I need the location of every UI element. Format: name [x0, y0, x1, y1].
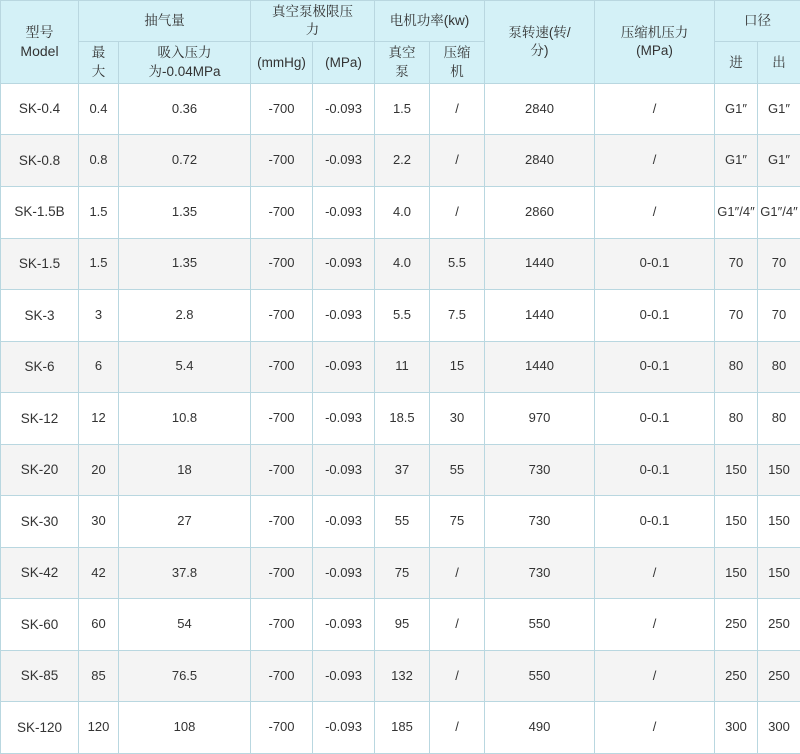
cell-mpa: -0.093 [313, 496, 375, 548]
cell-compressor-pressure: / [595, 702, 715, 754]
cell-mpa: -0.093 [313, 599, 375, 651]
cell-outlet: G1″ [758, 83, 800, 135]
cell-outlet: 150 [758, 444, 800, 496]
cell-mmhg: -700 [251, 444, 313, 496]
cell-max: 3 [79, 290, 119, 342]
cell-max: 1.5 [79, 238, 119, 290]
header-caliber: 口径 [715, 1, 800, 42]
table-header [1, 1, 800, 84]
cell-mmhg: -700 [251, 135, 313, 187]
header-compressor-pressure-line2: (MPa) [636, 42, 673, 58]
cell-mmhg: -700 [251, 341, 313, 393]
table-row [1, 650, 800, 702]
cell-outlet: 250 [758, 650, 800, 702]
cell-compressor-pressure: / [595, 83, 715, 135]
cell-suction: 10.8 [119, 393, 251, 445]
cell-pump-speed: 730 [485, 547, 595, 599]
cell-compressor-power: / [430, 702, 485, 754]
cell-vacuum-power: 11 [375, 341, 430, 393]
cell-outlet: 150 [758, 496, 800, 548]
cell-outlet: G1″/4″ [758, 186, 800, 238]
cell-model: SK-42 [1, 547, 79, 599]
cell-pump-speed: 1440 [485, 238, 595, 290]
cell-mpa: -0.093 [313, 341, 375, 393]
cell-mmhg: -700 [251, 496, 313, 548]
header-compressor-line2: 机 [450, 63, 464, 79]
cell-model: SK-1.5B [1, 186, 79, 238]
cell-inlet: G1″/4″ [715, 186, 758, 238]
cell-suction: 37.8 [119, 547, 251, 599]
cell-model: SK-3 [1, 290, 79, 342]
header-vacuum-pump-line1: 真空 [388, 45, 416, 61]
header-motor-power: 电机功率(kw) [375, 1, 485, 42]
cell-mpa: -0.093 [313, 290, 375, 342]
cell-compressor-power: 5.5 [430, 238, 485, 290]
cell-inlet: G1″ [715, 83, 758, 135]
header-compressor-pressure [595, 1, 715, 84]
cell-max: 0.8 [79, 135, 119, 187]
cell-mmhg: -700 [251, 290, 313, 342]
cell-suction: 1.35 [119, 186, 251, 238]
cell-outlet: 70 [758, 238, 800, 290]
cell-inlet: 250 [715, 599, 758, 651]
cell-vacuum-power: 2.2 [375, 135, 430, 187]
header-vacuum-pump-line2: 泵 [395, 63, 409, 79]
header-pumping-capacity: 抽气量 [79, 1, 251, 42]
cell-compressor-power: / [430, 83, 485, 135]
cell-outlet: 80 [758, 341, 800, 393]
cell-model: SK-30 [1, 496, 79, 548]
cell-mpa: -0.093 [313, 547, 375, 599]
cell-compressor-power: 55 [430, 444, 485, 496]
cell-compressor-power: / [430, 650, 485, 702]
cell-compressor-pressure: 0-0.1 [595, 290, 715, 342]
cell-model: SK-6 [1, 341, 79, 393]
cell-vacuum-power: 37 [375, 444, 430, 496]
cell-pump-speed: 550 [485, 650, 595, 702]
header-max [79, 42, 119, 83]
table-row [1, 341, 800, 393]
cell-mmhg: -700 [251, 186, 313, 238]
cell-inlet: 300 [715, 702, 758, 754]
cell-pump-speed: 2860 [485, 186, 595, 238]
cell-compressor-pressure: / [595, 135, 715, 187]
cell-compressor-pressure: / [595, 599, 715, 651]
cell-model: SK-85 [1, 650, 79, 702]
cell-max: 6 [79, 341, 119, 393]
cell-vacuum-power: 132 [375, 650, 430, 702]
cell-vacuum-power: 4.0 [375, 186, 430, 238]
header-model-line1: 型号 [25, 24, 54, 41]
cell-max: 42 [79, 547, 119, 599]
cell-compressor-power: / [430, 547, 485, 599]
cell-mmhg: -700 [251, 650, 313, 702]
header-vacuum-pump [375, 42, 430, 83]
cell-suction: 76.5 [119, 650, 251, 702]
cell-outlet: 300 [758, 702, 800, 754]
cell-max: 85 [79, 650, 119, 702]
table-row [1, 496, 800, 548]
header-pump-speed [485, 1, 595, 84]
cell-mpa: -0.093 [313, 702, 375, 754]
cell-vacuum-power: 5.5 [375, 290, 430, 342]
cell-mmhg: -700 [251, 393, 313, 445]
header-max-line1: 最 [91, 45, 106, 61]
cell-max: 12 [79, 393, 119, 445]
table-row [1, 547, 800, 599]
header-mpa: (MPa) [313, 42, 375, 83]
header-model-line2: Model [20, 42, 59, 59]
cell-suction: 0.72 [119, 135, 251, 187]
header-compressor [430, 42, 485, 83]
header-pump-speed-line1: 泵转速(转/ [508, 24, 571, 40]
header-outlet: 出 [758, 42, 800, 83]
cell-compressor-pressure: / [595, 547, 715, 599]
header-compressor-line1: 压缩 [443, 45, 471, 61]
cell-compressor-pressure: 0-0.1 [595, 341, 715, 393]
cell-compressor-power: / [430, 135, 485, 187]
cell-suction: 27 [119, 496, 251, 548]
table-row [1, 290, 800, 342]
header-mmhg: (mmHg) [251, 42, 313, 83]
cell-vacuum-power: 1.5 [375, 83, 430, 135]
cell-model: SK-1.5 [1, 238, 79, 290]
cell-max: 1.5 [79, 186, 119, 238]
cell-inlet: 250 [715, 650, 758, 702]
cell-max: 20 [79, 444, 119, 496]
cell-model: SK-60 [1, 599, 79, 651]
cell-compressor-pressure: 0-0.1 [595, 496, 715, 548]
header-max-line2: 大 [91, 63, 106, 79]
cell-max: 60 [79, 599, 119, 651]
cell-inlet: 70 [715, 290, 758, 342]
cell-inlet: G1″ [715, 135, 758, 187]
table-row [1, 599, 800, 651]
cell-compressor-power: / [430, 599, 485, 651]
cell-vacuum-power: 75 [375, 547, 430, 599]
header-model [1, 1, 79, 84]
cell-suction: 2.8 [119, 290, 251, 342]
cell-model: SK-20 [1, 444, 79, 496]
cell-pump-speed: 970 [485, 393, 595, 445]
cell-pump-speed: 1440 [485, 290, 595, 342]
cell-mmhg: -700 [251, 83, 313, 135]
table-row [1, 135, 800, 187]
cell-model: SK-0.4 [1, 83, 79, 135]
table-row [1, 702, 800, 754]
header-suction-pressure-line1: 吸入压力 [157, 45, 212, 61]
cell-mpa: -0.093 [313, 444, 375, 496]
cell-compressor-power: 15 [430, 341, 485, 393]
cell-suction: 54 [119, 599, 251, 651]
cell-vacuum-power: 4.0 [375, 238, 430, 290]
cell-outlet: 70 [758, 290, 800, 342]
cell-mpa: -0.093 [313, 650, 375, 702]
header-suction-pressure-line2: 为-0.04MPa [148, 63, 221, 79]
cell-inlet: 150 [715, 444, 758, 496]
cell-inlet: 80 [715, 341, 758, 393]
cell-pump-speed: 2840 [485, 135, 595, 187]
cell-model: SK-12 [1, 393, 79, 445]
cell-outlet: 250 [758, 599, 800, 651]
cell-mpa: -0.093 [313, 83, 375, 135]
cell-mpa: -0.093 [313, 238, 375, 290]
cell-mmhg: -700 [251, 599, 313, 651]
header-pump-speed-line2: 分) [530, 42, 549, 58]
cell-pump-speed: 2840 [485, 83, 595, 135]
cell-pump-speed: 730 [485, 496, 595, 548]
cell-outlet: G1″ [758, 135, 800, 187]
cell-suction: 108 [119, 702, 251, 754]
header-ultimate-pressure [251, 1, 375, 42]
cell-compressor-pressure: 0-0.1 [595, 393, 715, 445]
cell-suction: 1.35 [119, 238, 251, 290]
cell-vacuum-power: 18.5 [375, 393, 430, 445]
cell-model: SK-120 [1, 702, 79, 754]
cell-mpa: -0.093 [313, 186, 375, 238]
cell-vacuum-power: 185 [375, 702, 430, 754]
table-row [1, 393, 800, 445]
cell-pump-speed: 730 [485, 444, 595, 496]
cell-mmhg: -700 [251, 702, 313, 754]
cell-pump-speed: 1440 [485, 341, 595, 393]
header-ultimate-pressure-line1: 真空泵极限压 [272, 4, 353, 19]
cell-mmhg: -700 [251, 238, 313, 290]
header-suction-pressure [119, 42, 251, 83]
cell-pump-speed: 490 [485, 702, 595, 754]
table-body [1, 83, 800, 753]
cell-outlet: 150 [758, 547, 800, 599]
cell-max: 120 [79, 702, 119, 754]
header-inlet: 进 [715, 42, 758, 83]
table-row [1, 444, 800, 496]
cell-compressor-power: 75 [430, 496, 485, 548]
cell-model: SK-0.8 [1, 135, 79, 187]
table-row [1, 83, 800, 135]
cell-inlet: 150 [715, 496, 758, 548]
cell-compressor-power: 30 [430, 393, 485, 445]
cell-mpa: -0.093 [313, 393, 375, 445]
header-ultimate-pressure-line2: 力 [305, 22, 320, 38]
cell-compressor-power: 7.5 [430, 290, 485, 342]
cell-suction: 18 [119, 444, 251, 496]
header-row-1 [1, 1, 800, 42]
cell-mpa: -0.093 [313, 135, 375, 187]
cell-vacuum-power: 55 [375, 496, 430, 548]
cell-compressor-pressure: 0-0.1 [595, 444, 715, 496]
cell-outlet: 80 [758, 393, 800, 445]
cell-compressor-pressure: / [595, 650, 715, 702]
cell-suction: 0.36 [119, 83, 251, 135]
cell-max: 0.4 [79, 83, 119, 135]
cell-pump-speed: 550 [485, 599, 595, 651]
cell-compressor-power: / [430, 186, 485, 238]
cell-suction: 5.4 [119, 341, 251, 393]
cell-compressor-pressure: 0-0.1 [595, 238, 715, 290]
table-row [1, 186, 800, 238]
header-compressor-pressure-line1: 压缩机压力 [620, 24, 689, 40]
cell-inlet: 70 [715, 238, 758, 290]
cell-inlet: 80 [715, 393, 758, 445]
cell-max: 30 [79, 496, 119, 548]
cell-mmhg: -700 [251, 547, 313, 599]
cell-inlet: 150 [715, 547, 758, 599]
table-row [1, 238, 800, 290]
cell-vacuum-power: 95 [375, 599, 430, 651]
cell-compressor-pressure: / [595, 186, 715, 238]
